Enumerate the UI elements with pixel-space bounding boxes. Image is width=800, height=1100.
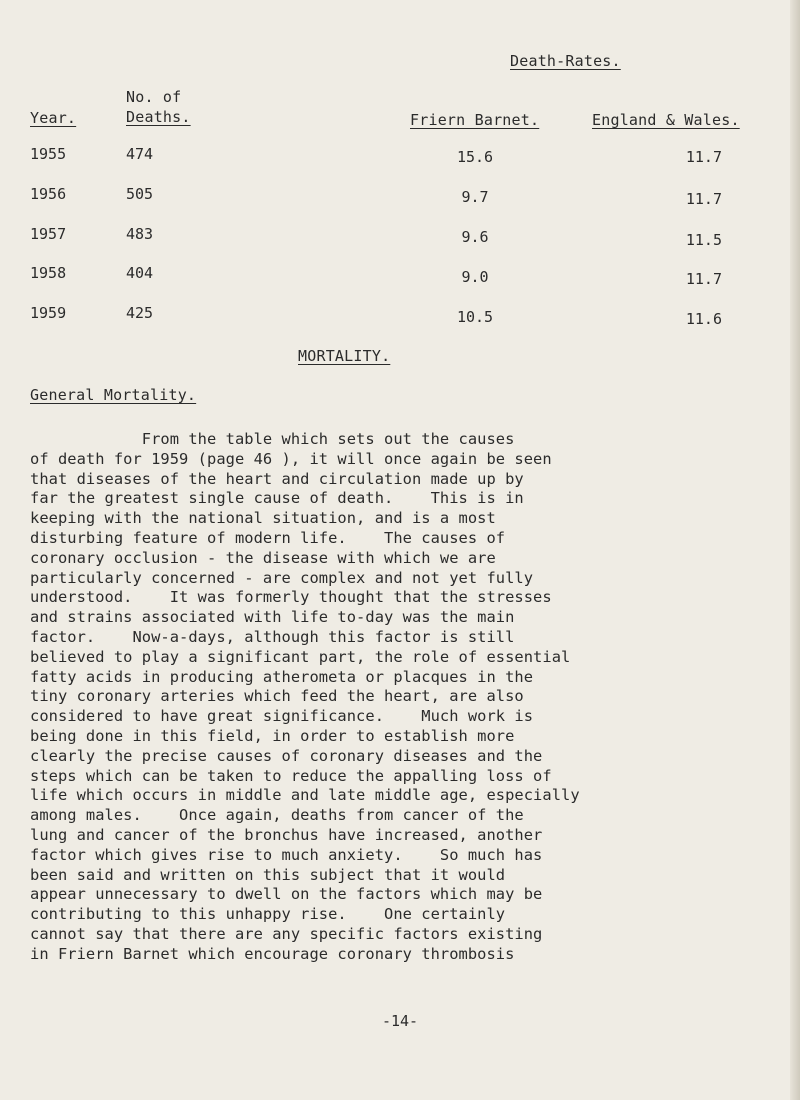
general-mortality-paragraph xyxy=(30,430,790,965)
paragraph-line: lung and cancer of the bronchus have increased, another xyxy=(30,825,543,844)
paragraph-line: of death for 1959 (page 46 ), it will once again be seen xyxy=(30,449,552,468)
paragraph-line: factor. Now-a-days, although this factor is still xyxy=(30,627,515,646)
deaths-cell: 425 xyxy=(126,304,154,322)
deaths-cell: 404 xyxy=(126,264,154,282)
paragraph-line: among males. Once again, deaths from cancer of the xyxy=(30,806,524,825)
england-rate-cell: 11.7 xyxy=(685,270,722,288)
year-cell: 1956 xyxy=(30,185,67,203)
deaths-cell: 505 xyxy=(126,185,154,203)
deaths-cell: 474 xyxy=(126,145,154,163)
paragraph-line: tiny coronary arteries which feed the heart, are also xyxy=(30,687,524,706)
friern-barnet-column-header: Friern Barnet. xyxy=(410,111,540,129)
paragraph-line: fatty acids in producing atherometa or placques in the xyxy=(30,667,534,686)
year-cell: 1959 xyxy=(30,304,67,322)
paragraph-line: particularly concerned - are complex and not yet fully xyxy=(30,568,534,587)
friern-rate-cell: 9.6 xyxy=(461,228,489,246)
friern-rate-cell: 9.7 xyxy=(461,188,489,206)
england-rate-cell: 11.7 xyxy=(685,148,722,166)
england-wales-column-header: England & Wales. xyxy=(592,111,740,129)
paragraph-line: steps which can be taken to reduce the appalling loss of xyxy=(30,766,552,785)
paragraph-line: disturbing feature of modern life. The causes of xyxy=(30,528,506,547)
england-rate-cell: 11.5 xyxy=(685,231,722,249)
friern-rate-cell: 15.6 xyxy=(456,148,494,166)
friern-rate-cell: 10.5 xyxy=(456,308,494,326)
paragraph-line: far the greatest single cause of death. This is in xyxy=(30,489,524,508)
deaths-column-header-line2: Deaths. xyxy=(126,108,191,126)
year-column-header: Year. xyxy=(30,109,77,127)
paragraph-line: cannot say that there are any specific factors existing xyxy=(30,924,543,943)
paragraph-line: that diseases of the heart and circulation made up by xyxy=(30,469,524,488)
paragraph-line: in Friern Barnet which encourage coronary thrombosis xyxy=(30,944,515,963)
subsection-title: General Mortality. xyxy=(30,386,197,404)
paragraph-line: been said and written on this subject that it would xyxy=(30,865,506,884)
paragraph-line: coronary occlusion - the disease with which we are xyxy=(30,548,496,567)
year-cell: 1958 xyxy=(30,264,67,282)
paragraph-line: factor which gives rise to much anxiety. So much has xyxy=(30,845,543,864)
year-cell: 1957 xyxy=(30,225,67,243)
paragraph-line: appear unnecessary to dwell on the factors which may be xyxy=(30,885,543,904)
deaths-column-header-line1: No. of xyxy=(126,88,182,106)
deaths-cell: 483 xyxy=(126,225,154,243)
paragraph-line: being done in this field, in order to establish more xyxy=(30,726,515,745)
england-rate-cell: 11.7 xyxy=(685,190,722,208)
paragraph-line: believed to play a significant part, the role of essential xyxy=(30,647,571,666)
page-edge xyxy=(790,0,800,1100)
friern-rate-cell: 9.0 xyxy=(461,268,489,286)
page-number: -14- xyxy=(381,1012,419,1030)
paragraph-line: understood. It was formerly thought that the stresses xyxy=(30,588,552,607)
paragraph-line: contributing to this unhappy rise. One certainly xyxy=(30,905,506,924)
death-rates-heading: Death-Rates. xyxy=(510,52,621,70)
paragraph-line: considered to have great significance. Much work is xyxy=(30,707,534,726)
paragraph-line: From the table which sets out the causes xyxy=(30,430,515,448)
england-rate-cell: 11.6 xyxy=(685,310,722,328)
paragraph-line: keeping with the national situation, and is a most xyxy=(30,509,496,528)
section-title: MORTALITY. xyxy=(298,347,391,365)
paragraph-line: clearly the precise causes of coronary diseases and the xyxy=(30,746,543,765)
paragraph-line: life which occurs in middle and late middle age, especially xyxy=(30,786,580,805)
year-cell: 1955 xyxy=(30,145,67,163)
paragraph-line: and strains associated with life to-day was the main xyxy=(30,608,515,627)
